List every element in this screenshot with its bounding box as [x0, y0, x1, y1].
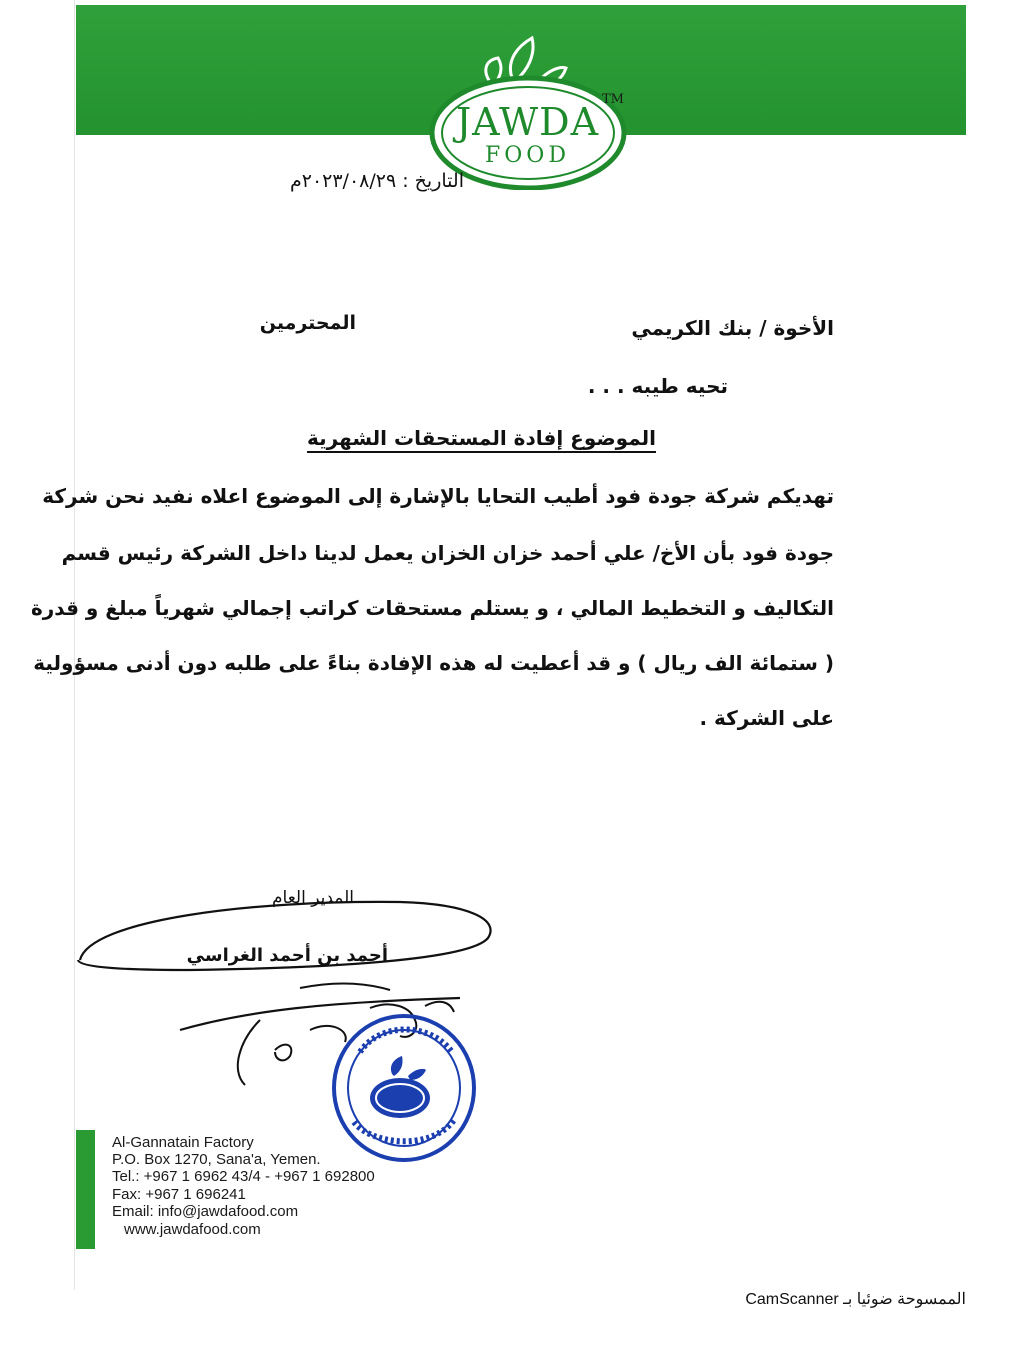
page-edge	[74, 0, 75, 1290]
footer-accent-bar	[76, 1130, 95, 1249]
scanner-watermark: الممسوحة ضوئيا بـ CamScanner	[745, 1291, 966, 1308]
subject-line: الموضوع إفادة المستحقات الشهرية	[307, 426, 656, 450]
footer-email: Email: info@jawdafood.com	[112, 1203, 299, 1220]
body-paragraph-line: التكاليف و التخطيط المالي ، و يستلم مستحقات كراتب إجمالي شهرياً مبلغ و قدرة	[30, 596, 834, 620]
body-paragraph-line: على الشركة .	[699, 706, 834, 730]
recipient-line: الأخوة / بنك الكريمي	[631, 316, 834, 340]
footer-address-line: Al-Gannatain Factory	[112, 1134, 254, 1151]
body-paragraph-line: جودة فود بأن الأخ/ علي أحمد خزان الخزان يعمل لدينا داخل الشركة رئيس قسم	[61, 541, 834, 565]
footer-address-line: P.O. Box 1270, Sana'a, Yemen.	[112, 1151, 321, 1168]
logo-subtitle: FOOD	[485, 143, 570, 168]
signatory-name: أحمد بن أحمد الغراسي	[186, 945, 388, 966]
footer-website: www.jawdafood.com	[124, 1221, 261, 1238]
jawda-food-logo	[420, 30, 635, 190]
trademark-symbol: TM	[602, 92, 624, 107]
company-stamp	[330, 1012, 478, 1164]
footer-fax: Fax: +967 1 696241	[112, 1186, 246, 1203]
footer-phone: Tel.: +967 1 6962 43/4 - +967 1 692800	[112, 1168, 375, 1185]
body-paragraph-line: ( ستمائة الف ريال ) و قد أعطيت له هذه الإفادة بناءً على طلبه دون أدنى مسؤولية	[33, 651, 834, 675]
greeting: تحيه طيبه . . .	[587, 374, 728, 398]
body-paragraph-line: تهديكم شركة جودة فود أطيب التحايا بالإشارة إلى الموضوع اعلاه نفيد نحن شركة	[42, 484, 834, 508]
honorific: المحترمين	[259, 312, 356, 334]
logo-wordmark: JAWDA	[455, 100, 600, 144]
letter-date: التاريخ : ٢٠٢٣/٠٨/٢٩م	[289, 170, 464, 192]
signatory-title: المدير العام	[272, 888, 354, 908]
